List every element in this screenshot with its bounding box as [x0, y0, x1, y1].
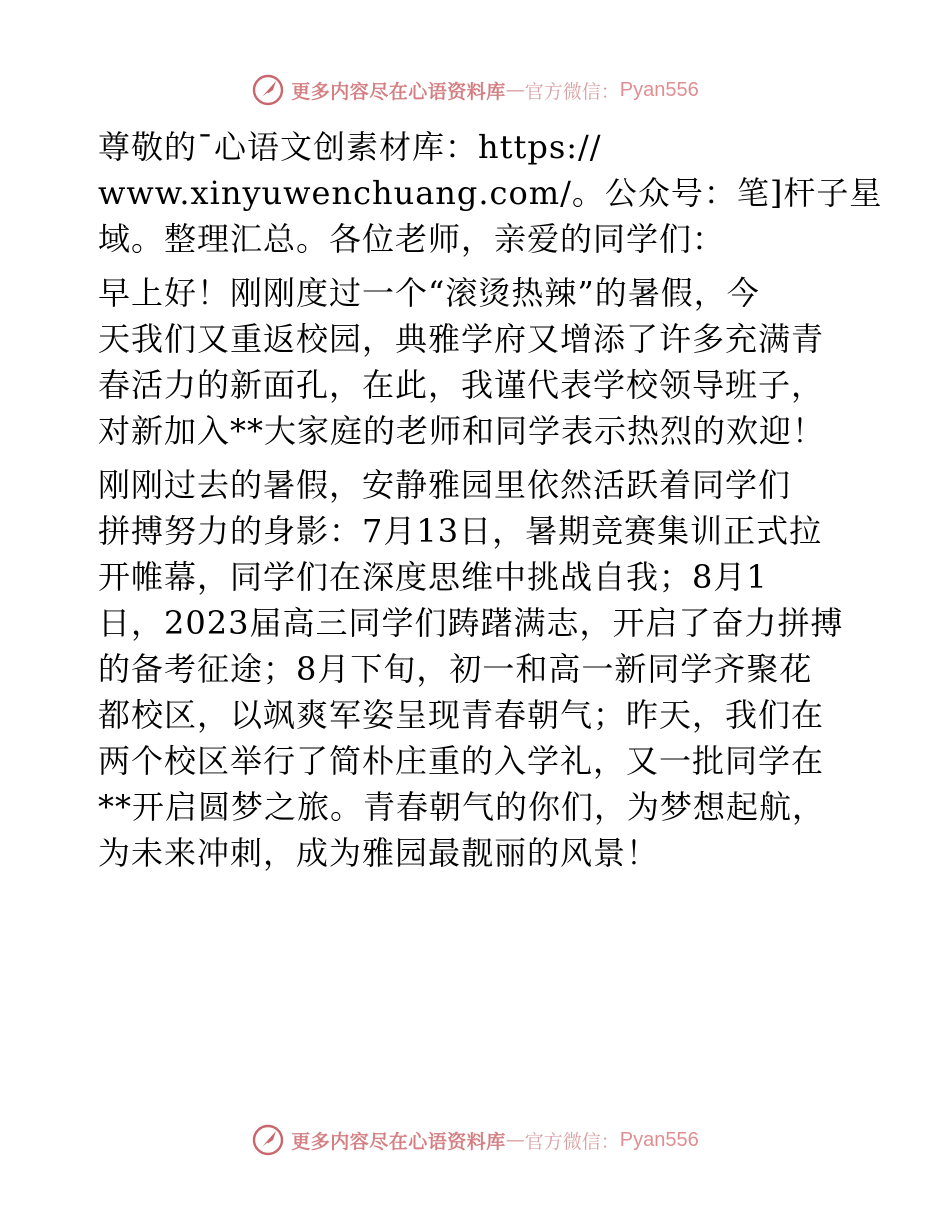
quill-logo-icon [251, 73, 285, 107]
text-line: 两个校区举行了简朴庄重的入学礼，又一批同学在 [98, 742, 825, 780]
text-line: 对新加入**大家庭的老师和同学表示热烈的欢迎！ [98, 412, 826, 450]
text-line: 尊敬的¯心语文创素材库：https:// [98, 128, 602, 166]
watermark-sub-text: 官方微信： [524, 1130, 620, 1153]
watermark-main-text: 更多内容尽在心语资料库 [291, 80, 506, 103]
text-line: 早上好！刚刚度过一个“滚烫热辣”的暑假，今 [98, 274, 760, 312]
paragraph-summer [98, 462, 858, 876]
text-line: 域。整理汇总。各位老师，亲爱的同学们： [98, 220, 726, 258]
text-line: 天我们又重返校园，典雅学府又增添了许多充满青 [98, 320, 825, 358]
text-line: 开帷幕，同学们在深度思维中挑战自我；8月1 [98, 558, 768, 596]
footer-watermark [0, 1122, 950, 1158]
watermark-dash: — [505, 79, 525, 101]
text-line: 的备考征途；8月下旬，初一和高一新同学齐聚花 [98, 650, 813, 688]
watermark-sub-text: 官方微信： [524, 80, 620, 103]
header-watermark [0, 72, 950, 108]
watermark-wechat-id: Pyan556 [619, 78, 699, 101]
text-line: 为未来冲刺，成为雅园最靓丽的风景！ [98, 834, 660, 872]
text-line: 日，2023届高三同学们踌躇满志，开启了奋力拼搏 [98, 604, 844, 642]
text-line: 都校区，以飒爽军姿呈现青春朝气；昨天，我们在 [98, 696, 825, 734]
text-line: 拼搏努力的身影：7月13日，暑期竞赛集训正式拉 [98, 512, 823, 550]
watermark-dash: — [505, 1129, 525, 1151]
watermark-wechat-id: Pyan556 [619, 1128, 699, 1151]
paragraph-greeting [98, 124, 883, 262]
text-line: www.xinyuwenchuang.com/。公众号：笔]杆子星 [98, 174, 883, 212]
quill-logo-icon [251, 1123, 285, 1157]
text-line: 刚刚过去的暑假，安静雅园里依然活跃着同学们 [98, 466, 792, 504]
document-body [98, 124, 883, 884]
paragraph-welcome [98, 270, 858, 454]
watermark-main-text: 更多内容尽在心语资料库 [291, 1130, 506, 1153]
text-line: 春活力的新面孔，在此，我谨代表学校领导班子， [98, 366, 825, 404]
text-line: **开启圆梦之旅。青春朝气的你们，为梦想起航， [98, 788, 826, 826]
